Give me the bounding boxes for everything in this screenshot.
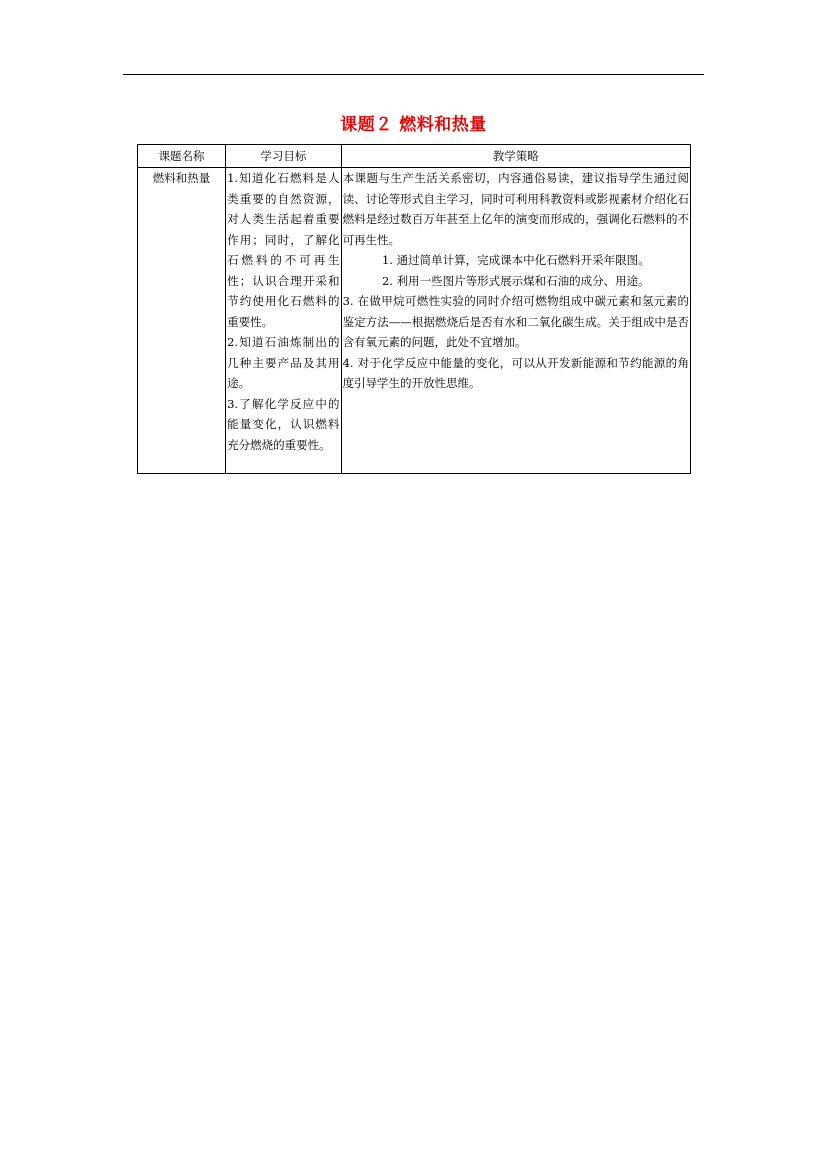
- header-goals: 学习目标: [226, 145, 341, 168]
- strategy-item: 3. 在做甲烷可燃性实验的同时介绍可燃物组成中碳元素和氢元素的鉴定方法——根据燃烧后是否有水和二氧化碳生成。关于组成中是否含有氧元素的问题，此处不宜增加。: [342, 294, 689, 349]
- strategy-item: 4. 对于化学反应中能量的变化，可以从开发新能源和节约能源的角度引导学生的开放性思维。: [342, 355, 689, 390]
- goal-item: 1.知道化石燃料是人类重要的自然资源，对人类生活起着重要作用；同时，了解化石燃料的不可再生性；认识合理开采和节约使用化石燃料的重要性。: [227, 171, 340, 329]
- strategy-item: 2. 利用一些图片等形式展示煤和石油的成分、用途。: [381, 273, 650, 288]
- topic-cell: 燃料和热量: [138, 168, 226, 474]
- goals-cell: [226, 168, 341, 474]
- goal-item: 2.知道石油炼制出的几种主要产品及其用途。: [227, 335, 340, 390]
- strategy-cell: [341, 168, 690, 474]
- header-topic: 课题名称: [138, 145, 226, 168]
- goal-item: 3.了解化学反应中的能量变化，认识燃料充分燃烧的重要性。: [227, 396, 340, 452]
- table-row: [138, 168, 691, 474]
- page-title: 课题２ 燃料和热量: [340, 115, 487, 135]
- strategy-item: 1. 通过简单计算，完成课本中化石燃料开采年限图。: [381, 253, 650, 267]
- header-strategy: 教学策略: [341, 145, 690, 168]
- strategy-intro: 本课题与生产生活关系密切，内容通俗易读，建议指导学生通过阅读、讨论等形式自主学习，同时可利用科教资料或影视素材介绍化石燃料是经过数百万年甚至上亿年的演变而形成的，强调化石燃料的不可再生性。: [342, 171, 689, 247]
- table-header-row: [138, 145, 691, 168]
- lesson-plan-table: [137, 144, 691, 474]
- header-rule: [123, 74, 704, 75]
